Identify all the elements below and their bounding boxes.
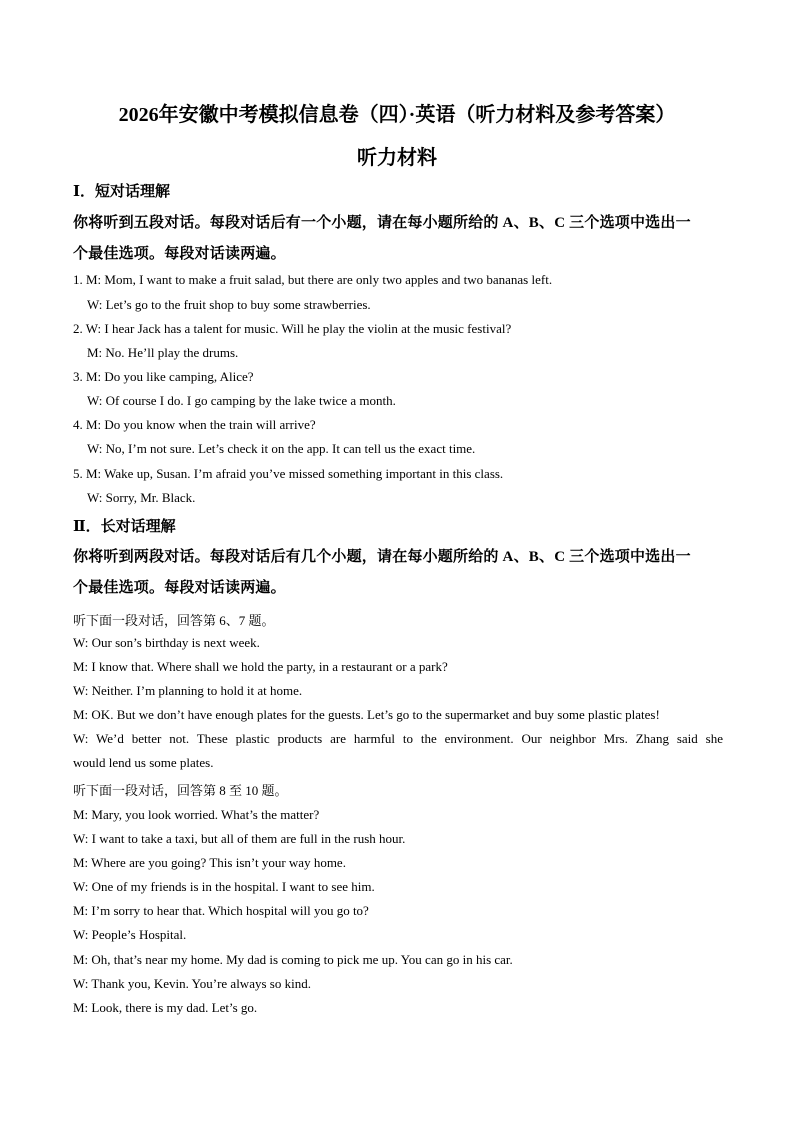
dialog-line: M: Mary, you look worried. What’s the matter?: [73, 807, 320, 822]
dialog-line: M: Look, there is my dad. Let’s go.: [73, 1000, 258, 1015]
dialog-line: 4. M: Do you know when the train will arrive?: [73, 417, 316, 432]
dialog-intro: 听下面一段对话，回答第 8 至 10 题。: [73, 783, 288, 798]
document-subtitle: 听力材料: [357, 147, 437, 169]
dialog-line: W: We’d better not. These plastic products are harmful to the environment. Our neighbor Mrs. Zhang said she: [73, 731, 723, 746]
dialog-line: M: I’m sorry to hear that. Which hospital will you go to?: [73, 903, 369, 918]
dialog-line: M: Oh, that’s near my home. My dad is coming to pick me up. You can go in his car.: [73, 952, 513, 967]
instruction-line: 你将听到五段对话。每段对话后有一个小题，请在每小题所给的 A、B、C 三个选项中选出一: [73, 215, 691, 231]
dialog-line: W: Let’s go to the fruit shop to buy some strawberries.: [87, 297, 371, 312]
dialog-line: W: Neither. I’m planning to hold it at home.: [73, 683, 303, 698]
instruction-line: 个最佳选项。每段对话读两遍。: [73, 246, 286, 262]
dialog-line: M: I know that. Where shall we hold the party, in a restaurant or a park?: [73, 659, 448, 674]
dialog-line: would lend us some plates.: [73, 755, 214, 770]
section-heading-part2: Ⅱ．长对话理解: [73, 519, 176, 535]
dialog-line: 2. W: I hear Jack has a talent for music. Will he play the violin at the music festival?: [73, 321, 512, 336]
dialog-line: W: Thank you, Kevin. You’re always so kind.: [73, 976, 311, 991]
dialog-line: M: OK. But we don’t have enough plates for the guests. Let’s go to the supermarket and buy some plastic plates!: [73, 707, 660, 722]
dialog-line: M: No. He’ll play the drums.: [87, 345, 239, 360]
dialog-line: W: Of course I do. I go camping by the lake twice a month.: [87, 393, 396, 408]
dialog-line: W: People’s Hospital.: [73, 927, 187, 942]
instruction-line: 你将听到两段对话。每段对话后有几个小题，请在每小题所给的 A、B、C 三个选项中选出一: [73, 549, 691, 565]
section-heading-part1: Ⅰ．短对话理解: [73, 184, 171, 200]
dialog-line: M: Where are you going? This isn’t your way home.: [73, 855, 346, 870]
dialog-line: 1. M: Mom, I want to make a fruit salad, but there are only two apples and two bananas left.: [73, 272, 553, 287]
dialog-line: W: Sorry, Mr. Black.: [87, 490, 196, 505]
dialog-line: W: Our son’s birthday is next week.: [73, 635, 260, 650]
dialog-line: W: I want to take a taxi, but all of them are full in the rush hour.: [73, 831, 406, 846]
dialog-line: 5. M: Wake up, Susan. I’m afraid you’ve missed something important in this class.: [73, 466, 504, 481]
document-title: 2026年安徽中考模拟信息卷（四）·英语（听力材料及参考答案）: [118, 104, 676, 126]
dialog-line: W: No, I’m not sure. Let’s check it on the app. It can tell us the exact time.: [87, 441, 476, 456]
dialog-line: W: One of my friends is in the hospital. I want to see him.: [73, 879, 375, 894]
dialog-line: 3. M: Do you like camping, Alice?: [73, 369, 254, 384]
instruction-line: 个最佳选项。每段对话读两遍。: [73, 580, 286, 596]
dialog-intro: 听下面一段对话，回答第 6、7 题。: [73, 613, 275, 628]
